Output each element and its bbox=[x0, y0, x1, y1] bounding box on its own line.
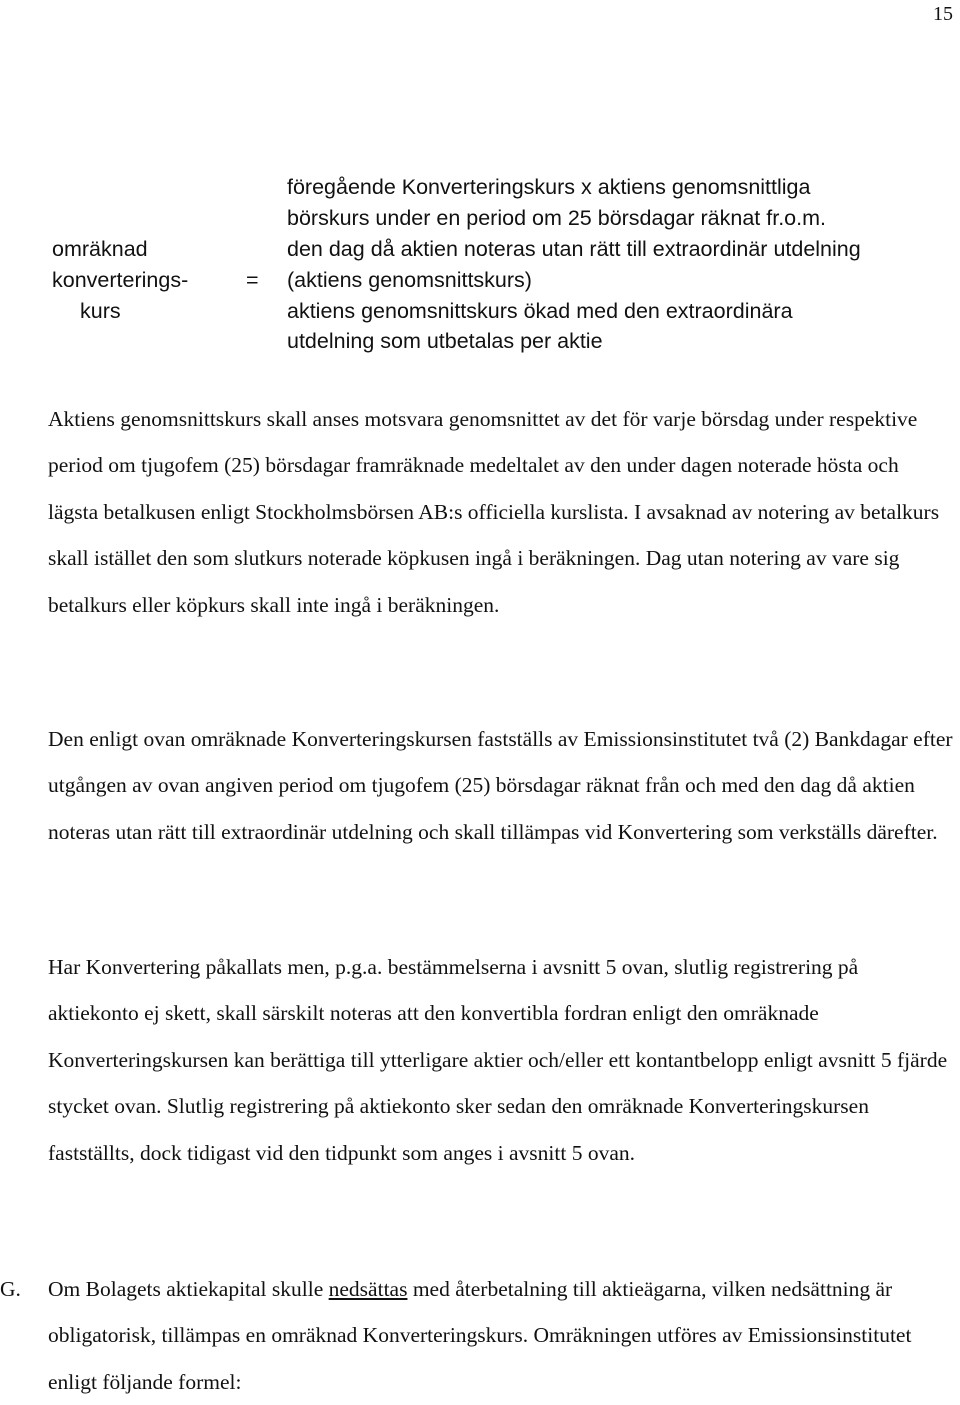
text-span: Om Bolagets aktiekapital skulle bbox=[48, 1277, 329, 1301]
formula-numerator-line-3: den dag då aktien noteras utan rätt till extraordinär utdelning bbox=[287, 237, 861, 261]
formula-equals-sign: = bbox=[246, 268, 259, 292]
formula-denominator-line-1: aktiens genomsnittskurs ökad med den extraordinära bbox=[287, 299, 793, 323]
section-label-g: G. bbox=[0, 1277, 21, 1301]
paragraph-omraknad-kurs bbox=[48, 716, 953, 855]
paragraph-text: Har Konvertering påkallats men, p.g.a. bestämmelserna i avsnitt 5 ovan, slutlig registrering på aktiekonto ej skett, skall särskilt noteras att den konvertibla fordran enligt den omräknade Konverteringskursen kan berättiga till ytterligare aktier och/eller ett kontantbelopp enligt avsnitt 5 fjärde stycket ovan. Slutlig registrering på aktiekonto sker sedan den omräknade Konverteringskursen fastställts, dock tidigast vid den tidpunkt som anges i avsnitt 5 ovan. bbox=[48, 955, 948, 1165]
paragraph-section-g bbox=[48, 1266, 953, 1405]
paragraph-text bbox=[48, 1266, 953, 1405]
page-number: 15 bbox=[933, 3, 953, 25]
paragraph-pakallad-konvertering bbox=[48, 944, 953, 1176]
paragraph-text: Den enligt ovan omräknade Konverteringskursen fastställs av Emissionsinstitutet två (2) Bankdagar efter utgången av ovan angiven period om tjugofem (25) börsdagar räknat från och med den dag då aktien noteras utan rätt till extraordinär utdelning och skall tillämpas vid Konvertering som verkställs därefter. bbox=[48, 727, 953, 844]
text-span: med återbetalning till aktieägarna, vilken nedsättning är obligatorisk, tillämpas en omräknad Konverteringskurs. Omräkningen utföres av Emissionsinstitutet enligt följande formel: bbox=[48, 1277, 912, 1394]
conversion-rate-formula bbox=[0, 0, 960, 360]
paragraph-text: Aktiens genomsnittskurs skall anses motsvara genomsnittet av det för varje börsdag under respektive period om tjugofem (25) börsdagar framräknade medeltalet av den under dagen noterade hösta och lägsta betalkusen enligt Stockholmsbörsen AB:s officiella kurslista. I avsaknad av notering av betalkurs skall istället den som slutkurs noterade köpkusen ingå i beräkningen. Dag utan notering av vare sig betalkurs eller köpkurs skall inte ingå i beräkningen. bbox=[48, 407, 940, 617]
formula-numerator-line-2: börskurs under en period om 25 börsdagar räknat fr.o.m. bbox=[287, 206, 826, 230]
paragraph-genomsnittskurs bbox=[48, 396, 953, 628]
formula-denominator-line-2: utdelning som utbetalas per aktie bbox=[287, 329, 603, 353]
formula-numerator-line-4: (aktiens genomsnittskurs) bbox=[287, 268, 532, 292]
underlined-term: nedsättas bbox=[328, 1277, 408, 1301]
formula-lhs-line-3: kurs bbox=[80, 299, 121, 323]
formula-lhs-line-2: konverterings- bbox=[52, 268, 189, 292]
formula-numerator-line-1: föregående Konverteringskurs x aktiens genomsnittliga bbox=[287, 175, 811, 199]
formula-lhs-line-1: omräknad bbox=[52, 237, 148, 261]
